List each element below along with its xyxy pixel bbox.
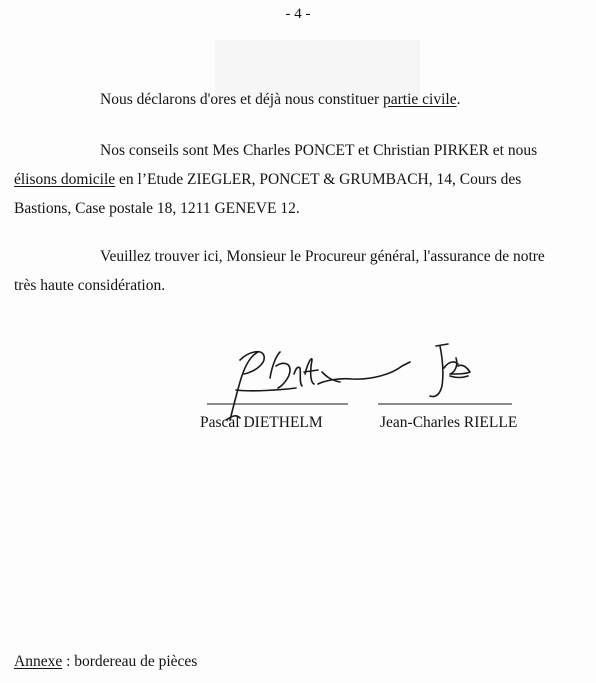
counsel-line-1-text: Nos conseils sont Mes Charles PONCET et Christian PIRKER et nous	[100, 142, 538, 159]
counsel-line-1	[100, 137, 578, 165]
declaration-period: .	[456, 91, 461, 108]
signer-name-rielle: Jean-Charles RIELLE	[380, 414, 518, 431]
declaration-paragraph	[100, 86, 578, 114]
counsel-line-3-text: Bastions, Case postale 18, 1211 GENEVE 12.	[14, 200, 300, 217]
annex-line	[14, 653, 197, 671]
page-number: - 4 -	[285, 6, 311, 22]
signature-diethelm	[226, 352, 410, 420]
closing-line-1-text: Veuillez trouver ici, Monsieur le Procureur général, l'assurance de notre	[100, 248, 545, 265]
elisons-domicile-underlined: élisons domicile	[14, 171, 116, 188]
annex-label: Annexe	[14, 653, 63, 670]
signature-rielle	[430, 344, 470, 397]
signer-name-diethelm: Pascal DIETHELM	[200, 414, 323, 431]
counsel-line-3	[14, 195, 578, 223]
declaration-text: Nous déclarons d'ores et déjà nous constituer	[100, 91, 384, 108]
counsel-line-2-text: en l’Etude ZIEGLER, PONCET & GRUMBACH, 14, Cours des	[115, 171, 522, 188]
annex-text: : bordereau de pièces	[62, 653, 198, 670]
closing-line-2	[14, 272, 578, 300]
partie-civile-underlined: partie civile	[383, 91, 457, 108]
closing-line-2-text: très haute considération.	[14, 277, 166, 294]
counsel-line-2	[14, 166, 578, 194]
closing-line-1	[100, 243, 578, 271]
